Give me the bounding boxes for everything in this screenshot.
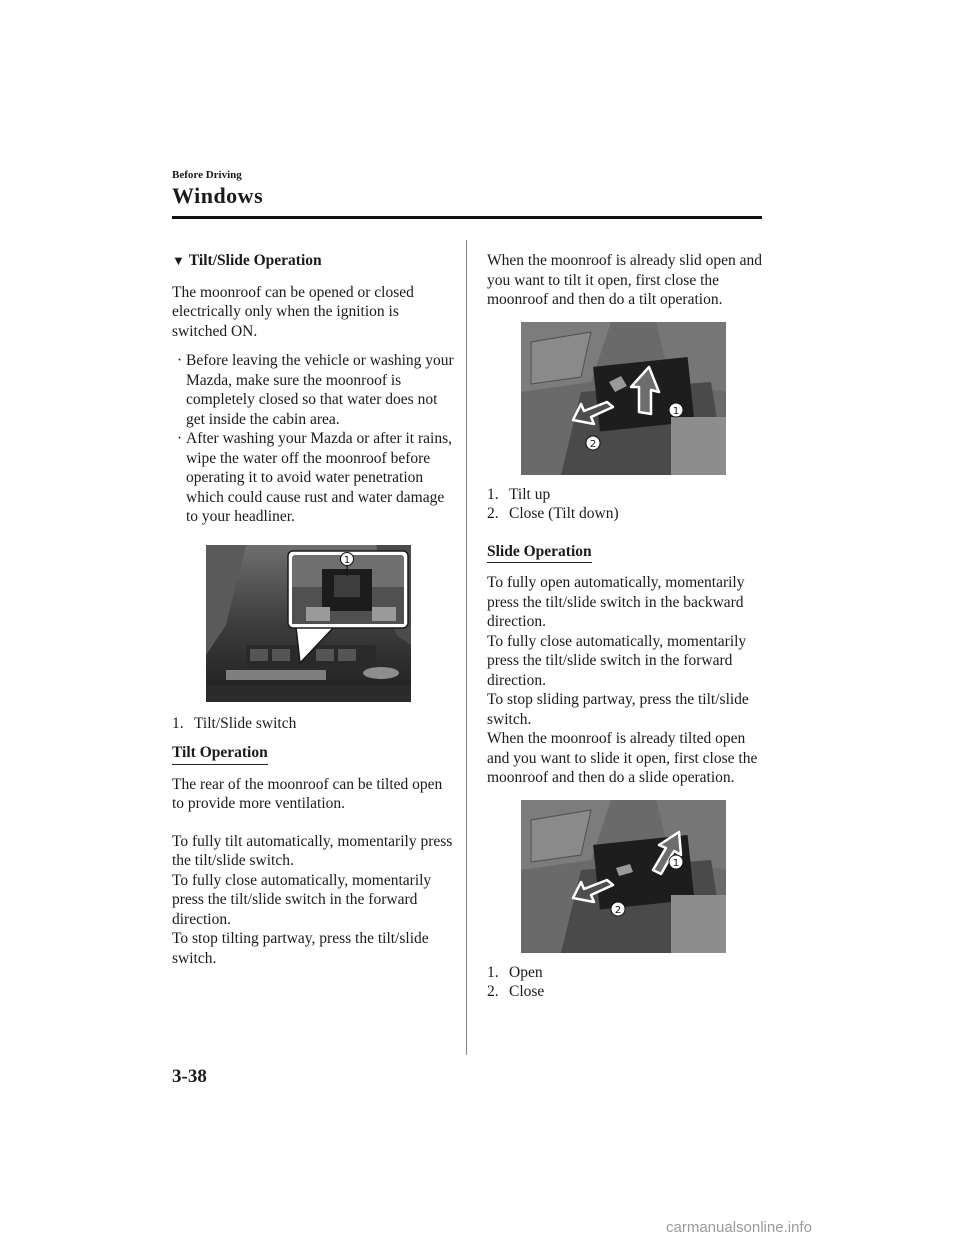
caption-row — [487, 963, 767, 983]
callout-2-icon — [586, 436, 600, 450]
caption-text: Close (Tilt down) — [509, 505, 619, 522]
figure1-caption — [172, 714, 457, 734]
tilt-intro: The rear of the moonroof can be tilted open to provide more ventilation. — [172, 775, 443, 812]
slide-line: When the moonroof is already tilted open and you want to slide it open, first close the moonroof and then do a slide operation. — [487, 730, 758, 786]
slide-line: To stop sliding partway, press the tilt/slide switch. — [487, 691, 749, 728]
caption-row — [487, 504, 767, 524]
callout-1-icon — [341, 552, 354, 566]
caption-text: Open — [509, 963, 543, 981]
tilt-line: To fully close automatically, momentarily press the tilt/slide switch in the forward direction. — [172, 871, 432, 928]
bullet-dot-icon: · — [177, 352, 183, 369]
caption-row — [487, 485, 767, 505]
chapter-title: Windows — [172, 183, 264, 208]
caption-number: 1. — [172, 714, 184, 732]
callout-2-icon — [611, 902, 625, 916]
slide-switch-figure — [521, 800, 726, 953]
tilt-slide-heading — [172, 251, 457, 271]
watermark[interactable]: carmanualsonline.info — [666, 1219, 812, 1236]
left-column — [172, 251, 457, 968]
intro-paragraph: The moonroof can be opened or closed electrically only when the ignition is switched ON. — [172, 283, 414, 340]
bullet-item — [177, 429, 457, 527]
caption-text: Close — [509, 983, 545, 1000]
overhead-console-figure — [206, 545, 411, 702]
bullet-text: Before leaving the vehicle or washing your Mazda, make sure the moonroof is completely closed so that water does not get inside the cabin area. — [186, 352, 454, 428]
column-divider — [466, 240, 467, 1055]
tilt-line: To stop tilting partway, press the tilt/slide switch. — [172, 930, 429, 967]
figure3-caption — [487, 963, 767, 1002]
svg-text:2: 2 — [589, 438, 597, 450]
figure2-caption — [487, 485, 767, 524]
callout-1-icon — [669, 403, 683, 417]
caption-number: 2. — [487, 505, 499, 522]
tilt-switch-figure — [521, 322, 726, 475]
bullet-item — [177, 351, 457, 429]
slide-line: To fully close automatically, momentarily press the tilt/slide switch in the forward direction. — [487, 632, 747, 689]
tilt-note: When the moonroof is already slid open and you want to tilt it open, first close the moonroof and then do a tilt operation. — [487, 252, 763, 308]
svg-text:1: 1 — [343, 554, 351, 566]
title-rule — [172, 216, 762, 219]
right-column — [487, 251, 767, 1002]
callout-1-icon — [669, 855, 683, 869]
slide-line: To fully open automatically, momentarily press the tilt/slide switch in the backward direction. — [487, 574, 745, 630]
svg-text:1: 1 — [672, 857, 680, 869]
caption-number: 1. — [487, 485, 499, 503]
triangle-marker-icon: ▼ — [172, 253, 185, 268]
caption-row — [487, 982, 767, 1002]
caption-text: Tilt/Slide switch — [194, 714, 297, 732]
caption-number: 1. — [487, 963, 499, 981]
caution-bullets — [172, 351, 457, 527]
page-number: 3-38 — [172, 1066, 207, 1087]
tilt-line: To fully tilt automatically, momentarily press the tilt/slide switch. — [172, 832, 453, 869]
svg-text:1: 1 — [672, 405, 680, 417]
bullet-text: After washing your Mazda or after it rains, wipe the water off the moonroof before operating it to avoid water penetration which could cause rust and water damage to your headliner. — [186, 430, 452, 525]
caption-row — [172, 714, 457, 734]
tilt-operation-heading: Tilt Operation — [172, 743, 268, 765]
svg-text:2: 2 — [614, 904, 622, 916]
section-label: Before Driving — [172, 169, 242, 181]
caption-number: 2. — [487, 983, 499, 1000]
tilt-slide-heading-text: Tilt/Slide Operation — [188, 252, 322, 269]
slide-operation-heading: Slide Operation — [487, 542, 592, 564]
caption-text: Tilt up — [509, 485, 551, 503]
bullet-dot-icon: · — [177, 430, 183, 447]
